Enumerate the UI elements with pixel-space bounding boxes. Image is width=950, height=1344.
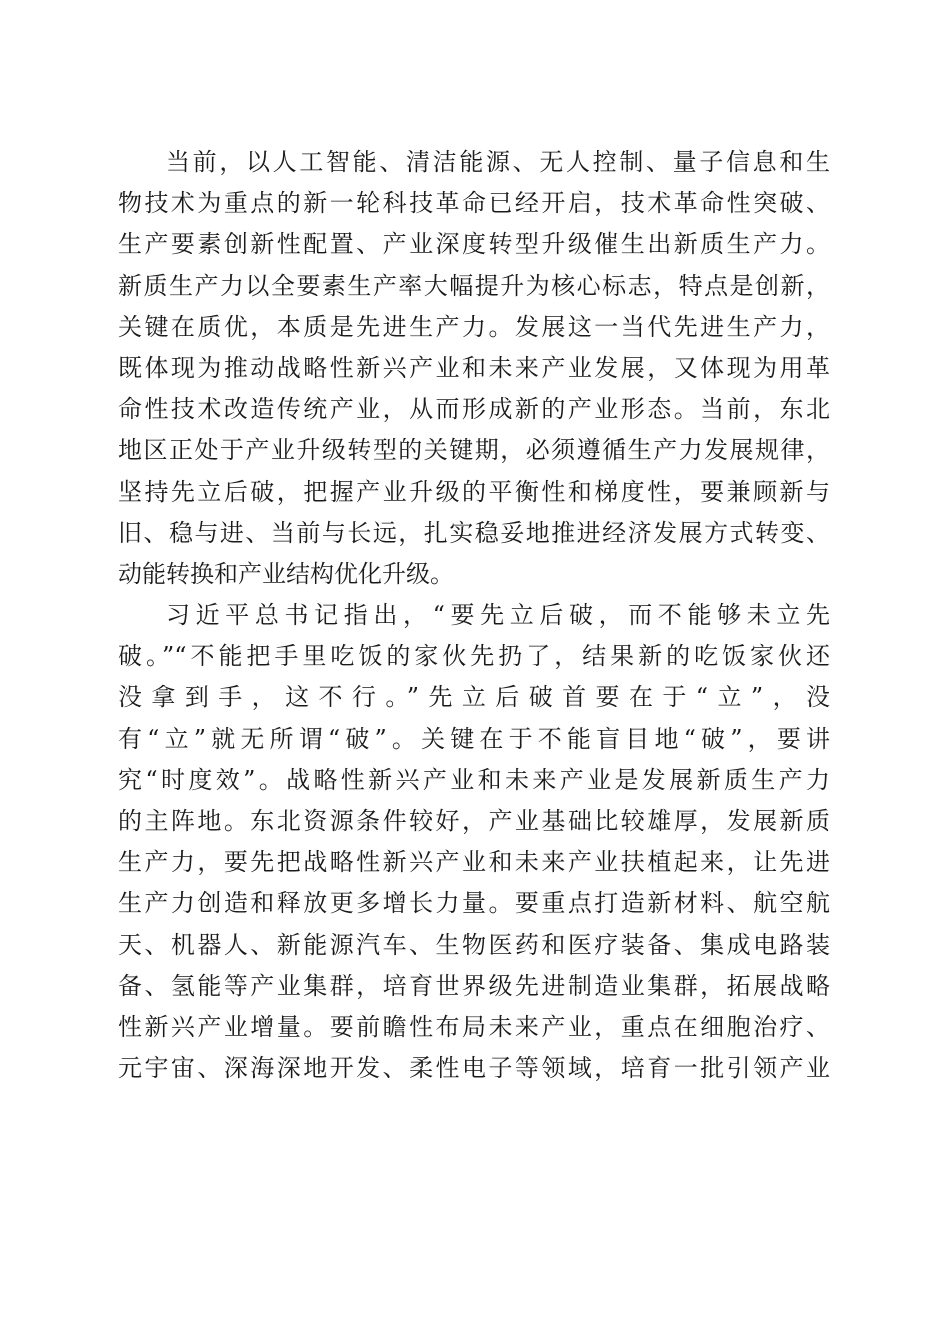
text-line: 生产力创造和释放更多增长力量。要重点打造新材料、航空航 xyxy=(118,889,830,918)
text-line: 地区正处于产业升级转型的关键期，必须遵循生产力发展规律， xyxy=(118,436,830,465)
text-line: 动能转换和产业结构优化升级。 xyxy=(118,559,454,588)
text-line: 有“立”就无所谓“破”。关键在于不能盲目地“破”，要讲 xyxy=(118,724,830,753)
text-line: 性新兴产业增量。要前瞻性布局未来产业，重点在细胞治疗、 xyxy=(118,1012,830,1041)
text-line: 没拿到手，这不行。”先立后破首要在于“立”，没 xyxy=(118,683,830,712)
paragraph-1 xyxy=(118,142,830,595)
text-line: 命性技术改造传统产业，从而形成新的产业形态。当前，东北 xyxy=(118,395,830,424)
text-line: 的主阵地。东北资源条件较好，产业基础比较雄厚，发展新质 xyxy=(118,807,830,835)
paragraph-2 xyxy=(118,595,830,1089)
text-line: 生产要素创新性配置、产业深度转型升级催生出新质生产力。 xyxy=(118,230,830,259)
text-line: 破。”“不能把手里吃饭的家伙先扔了，结果新的吃饭家伙还 xyxy=(118,642,830,671)
text-line: 究“时度效”。战略性新兴产业和未来产业是发展新质生产力 xyxy=(118,765,830,794)
text-line: 坚持先立后破，把握产业升级的平衡性和梯度性，要兼顾新与 xyxy=(118,477,830,506)
text-line: 物技术为重点的新一轮科技革命已经开启，技术革命性突破、 xyxy=(118,189,830,218)
text-line: 天、机器人、新能源汽车、生物医药和医疗装备、集成电路装 xyxy=(118,930,830,959)
text-line: 旧、稳与进、当前与长远，扎实稳妥地推进经济发展方式转变、 xyxy=(118,518,830,547)
text-line: 当前，以人工智能、清洁能源、无人控制、量子信息和生 xyxy=(166,148,830,176)
text-line: 生产力，要先把战略性新兴产业和未来产业扶植起来，让先进 xyxy=(118,848,830,877)
text-line: 习近平总书记指出，“要先立后破，而不能够未立先 xyxy=(166,601,830,630)
text-line: 元宇宙、深海深地开发、柔性电子等领域，培育一批引领产业 xyxy=(118,1054,830,1083)
text-line: 备、氢能等产业集群，培育世界级先进制造业集群，拓展战略 xyxy=(118,971,830,1000)
text-line: 既体现为推动战略性新兴产业和未来产业发展，又体现为用革 xyxy=(118,353,830,382)
text-line: 新质生产力以全要素生产率大幅提升为核心标志，特点是创新， xyxy=(118,271,830,300)
text-line: 关键在质优，本质是先进生产力。发展这一当代先进生产力， xyxy=(118,312,830,341)
document-body xyxy=(118,142,830,1089)
